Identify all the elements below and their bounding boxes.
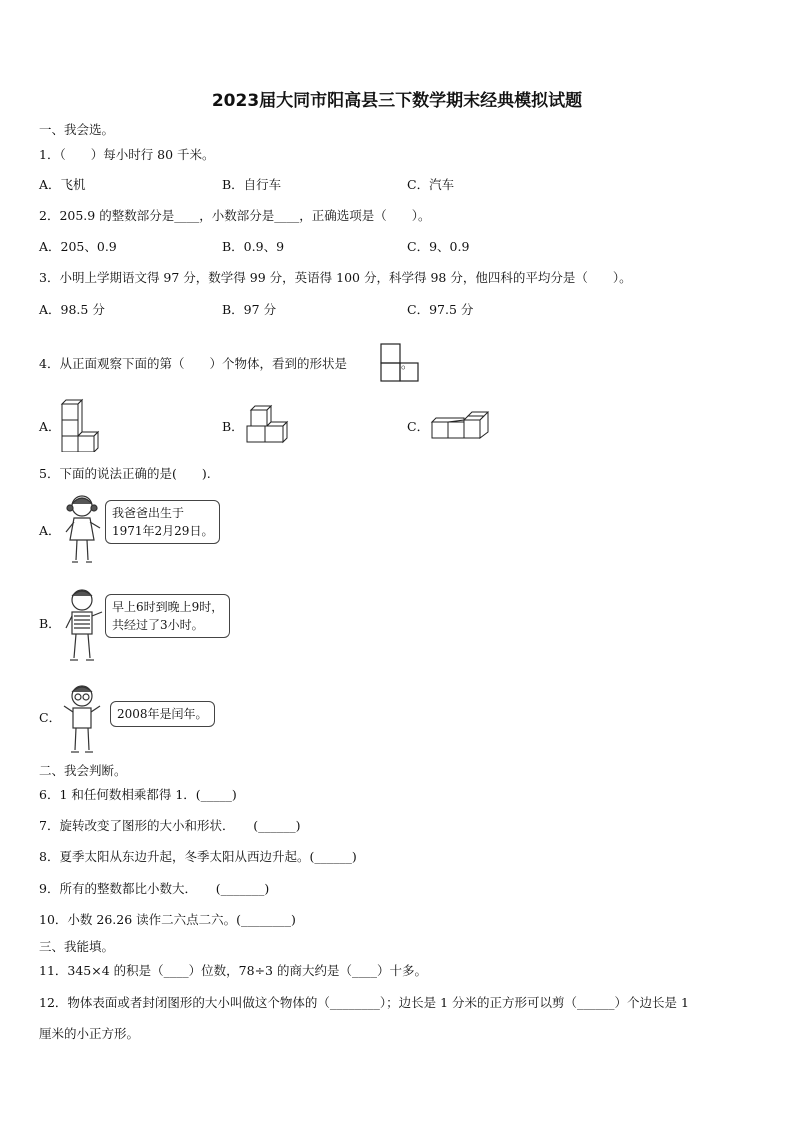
q4-option-a[interactable]: A． — [39, 419, 61, 434]
q5-option-b[interactable]: B． — [39, 616, 61, 631]
q4-option-b[interactable]: B． — [222, 419, 244, 434]
section-heading-choose: 一、我会选。 — [39, 122, 115, 137]
question-4 — [39, 355, 413, 373]
speech-bubble-a — [105, 500, 220, 544]
question-4-text: 4．从正面观察下面的第（ ）个物体，看到的形状是 — [39, 356, 347, 371]
q5-option-c[interactable]: C． — [39, 710, 62, 725]
question-7: 7．旋转改变了图形的大小和形状． (______) — [39, 818, 301, 833]
q2-option-a[interactable]: A．205、0.9 — [39, 239, 117, 254]
boy-with-glasses-illustration-icon — [62, 682, 104, 758]
q4-option-c[interactable]: C． — [407, 419, 430, 434]
question-6: 6．1 和任何数相乘都得 1．(_____) — [39, 787, 237, 802]
bubble-a-line2: 1971年2月29日。 — [112, 524, 214, 538]
q5-option-a[interactable]: A． — [39, 523, 61, 538]
bubble-b-line2: 共经过了3小时。 — [112, 618, 204, 632]
question-10: 10．小数 26.26 读作二六点二六。(________) — [39, 912, 296, 927]
question-5: 5．下面的说法正确的是( ). — [39, 466, 211, 481]
boy-illustration-icon — [62, 586, 104, 666]
q3-option-a[interactable]: A．98.5 分 — [39, 302, 105, 317]
question-12-line1: 12．物体表面或者封闭图形的大小叫做这个物体的（________）；边长是 1 分米的正方形可以剪（______）个边长是 1 — [39, 995, 689, 1010]
front-view-shape-icon — [380, 343, 420, 383]
question-11: 11．345×4 的积是（____）位数，78÷3 的商大约是（____）十多。 — [39, 963, 427, 978]
question-4-end: 。 — [400, 356, 414, 371]
q2-option-b[interactable]: B．0.9、9 — [222, 239, 285, 254]
girl-illustration-icon — [62, 492, 104, 570]
section-heading-fill: 三、我能填。 — [39, 939, 115, 954]
question-2: 2．205.9 的整数部分是____，小数部分是____，正确选项是（ ）。 — [39, 208, 431, 223]
bubble-c-line1: 2008年是闰年。 — [117, 707, 208, 721]
question-9: 9．所有的整数都比小数大． (_______) — [39, 881, 270, 896]
speech-bubble-b — [105, 594, 230, 638]
page-title: 2023届大同市阳高县三下数学期末经典模拟试题 — [211, 91, 583, 111]
q3-option-b[interactable]: B．97 分 — [222, 302, 277, 317]
cube-stack-a-icon — [60, 398, 102, 452]
question-1: 1．（ ）每小时行 80 千米。 — [39, 147, 215, 162]
q1-option-a[interactable]: A．飞机 — [39, 177, 86, 192]
bubble-a-line1: 我爸爸出生于 — [112, 506, 185, 520]
q3-option-c[interactable]: C．97.5 分 — [407, 302, 474, 317]
question-12-line2: 厘米的小正方形。 — [39, 1026, 140, 1041]
cube-stack-b-icon — [245, 404, 291, 446]
q1-option-b[interactable]: B．自行车 — [222, 177, 282, 192]
question-3: 3．小明上学期语文得 97 分，数学得 99 分，英语得 100 分，科学得 98 分，他四科的平均分是（ ）。 — [39, 270, 632, 285]
speech-bubble-c — [110, 701, 215, 727]
question-8: 8．夏季太阳从东边升起，冬季太阳从西边升起。(______) — [39, 849, 357, 864]
section-heading-judge: 二、我会判断。 — [39, 763, 127, 778]
bubble-b-line1: 早上6时到晚上9时， — [112, 600, 224, 614]
q2-option-c[interactable]: C．9、0.9 — [407, 239, 470, 254]
q1-option-c[interactable]: C．汽车 — [407, 177, 455, 192]
cube-stack-c-icon — [430, 410, 490, 440]
